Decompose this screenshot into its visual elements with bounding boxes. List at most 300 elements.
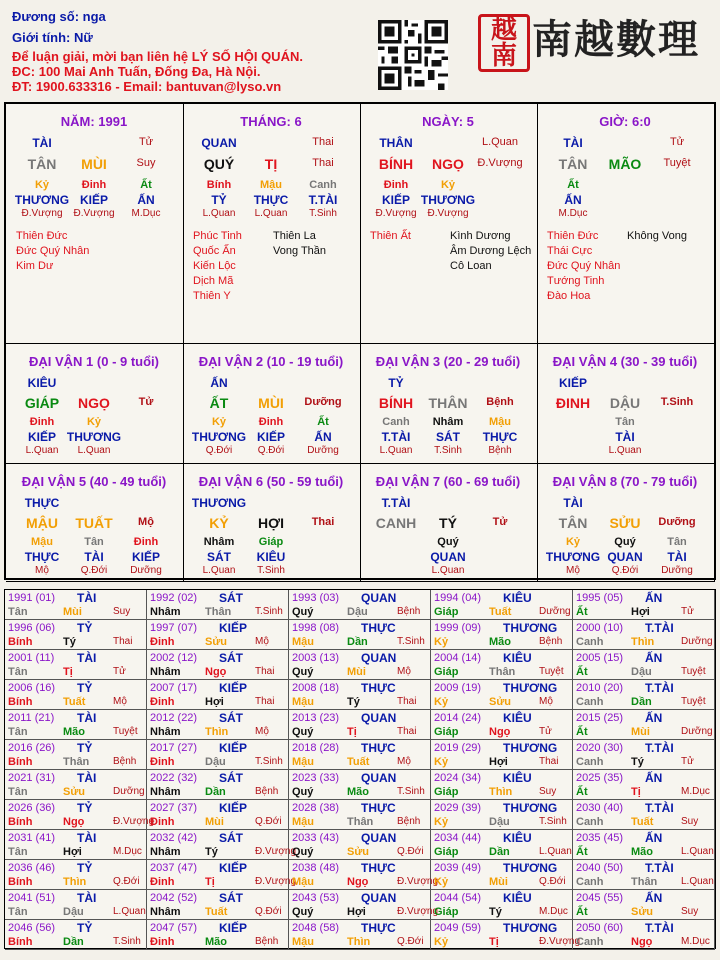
- subject-name: Đương số: nga: [12, 9, 106, 24]
- pillar-title: GIỜ: 6:0: [599, 114, 651, 129]
- year-god: ẤN: [645, 831, 663, 845]
- year-label: 2018 (28): [292, 742, 340, 754]
- year-cell: [5, 860, 147, 890]
- year-stem: Bính: [8, 696, 33, 708]
- year-phase: Suy: [113, 606, 131, 617]
- year-branch: Dậu: [489, 816, 510, 828]
- year-god: KIẾP: [219, 741, 248, 755]
- hidden-stem: Canh: [309, 179, 337, 191]
- hidden-stem: Quý: [614, 536, 636, 548]
- year-phase: L.Quan: [539, 846, 572, 857]
- year-stem: Quý: [292, 846, 314, 858]
- year-cell: [573, 710, 715, 740]
- year-phase: T.Sinh: [397, 786, 425, 797]
- year-label: 2038 (48): [292, 862, 340, 874]
- year-branch: Sửu: [347, 846, 370, 858]
- year-phase: Tuyệt: [681, 666, 706, 677]
- dai-van-title: ĐẠI VẬN 5 (40 - 49 tuổi): [21, 474, 167, 489]
- year-phase: T.Sinh: [113, 936, 141, 947]
- pillar-stem: TÂN: [558, 156, 588, 172]
- year-god: THƯƠNG: [503, 741, 558, 755]
- year-branch: Dần: [489, 846, 510, 858]
- pillar-stem-god: TÀI: [563, 136, 583, 150]
- year-branch: Sửu: [205, 636, 228, 648]
- year-branch: Tuất: [63, 696, 86, 708]
- year-branch: Sửu: [63, 786, 86, 798]
- hidden-stem: Tân: [667, 536, 687, 548]
- year-phase: Dưỡng: [539, 606, 571, 617]
- year-cell: [431, 830, 573, 860]
- year-branch: Dần: [631, 696, 652, 708]
- year-stem: Giáp: [434, 666, 459, 678]
- year-branch: Tuất: [205, 906, 228, 918]
- pillar-stem-phase: L.Quan: [481, 136, 519, 148]
- year-stem: Bính: [8, 636, 33, 648]
- dai-van-stem: GIÁP: [24, 395, 60, 411]
- year-cell: [573, 800, 715, 830]
- contact-address: ĐC: 100 Mai Anh Tuấn, Đống Đa, Hà Nội.: [12, 64, 261, 79]
- hidden-god: ẤN: [314, 430, 332, 444]
- year-god: THỰC: [361, 681, 396, 695]
- year-stem: Nhâm: [150, 906, 181, 918]
- star-good: Thiên Ất: [370, 230, 411, 242]
- year-god: KIÊU: [503, 891, 532, 905]
- year-god: THƯƠNG: [503, 621, 558, 635]
- year-god: KIÊU: [503, 651, 532, 665]
- year-phase: Thai: [113, 636, 133, 647]
- year-stem: Quý: [292, 786, 314, 798]
- year-phase: Q.Đới: [397, 936, 424, 947]
- pillar-stem-god: TÀI: [32, 136, 52, 150]
- star-good: Đức Quý Nhân: [547, 260, 621, 272]
- year-label: 2027 (37): [150, 802, 198, 814]
- year-cell: [431, 710, 573, 740]
- year-god: QUAN: [361, 771, 397, 785]
- star-good: Thiên Đức: [16, 230, 68, 242]
- year-stem: Canh: [576, 816, 604, 828]
- year-label: 2004 (14): [434, 652, 482, 664]
- pillar-stem-god: THÂN: [379, 136, 413, 150]
- year-branch: Thân: [205, 606, 232, 618]
- year-branch: Hợi: [631, 606, 650, 618]
- year-phase: Dưỡng: [681, 726, 713, 737]
- year-branch: Tý: [489, 906, 502, 918]
- year-label: 2002 (12): [150, 652, 198, 664]
- hidden-stem: Tân: [84, 536, 104, 548]
- year-god: ẤN: [645, 591, 663, 605]
- hidden-god: KIÊU: [256, 550, 286, 564]
- year-cell: [289, 770, 431, 800]
- year-phase: Bệnh: [397, 606, 421, 617]
- pillar-stem: BÍNH: [378, 156, 414, 172]
- dai-van-stem-god: KIẾP: [558, 376, 588, 390]
- star-bad: Âm Dương Lệch: [450, 245, 532, 257]
- year-stem: Ất: [576, 666, 588, 678]
- year-cell: [573, 830, 715, 860]
- dai-van-branch: SỬU: [609, 515, 641, 531]
- year-cell: [431, 620, 573, 650]
- year-branch: Dần: [63, 936, 84, 948]
- hidden-god: TÀI: [667, 550, 687, 564]
- year-stem: Ất: [576, 846, 588, 858]
- year-phase: Đ.Vượng: [539, 936, 581, 947]
- year-cell: [147, 710, 289, 740]
- year-label: 1993 (03): [292, 592, 340, 604]
- pillar-3: [537, 104, 715, 344]
- dai-van-stem: MẬU: [26, 515, 58, 531]
- year-branch: Tý: [205, 846, 218, 858]
- hidden-phase: M.Dục: [558, 208, 588, 219]
- pillar-stem-phase: Thai: [312, 136, 334, 148]
- hidden-phase: L.Quan: [77, 445, 111, 456]
- hidden-stem: Đinh: [81, 179, 107, 191]
- chart-grid: [4, 102, 716, 580]
- hidden-god: T.TÀI: [381, 430, 411, 444]
- year-stem: Tân: [8, 846, 28, 858]
- year-god: TÀI: [77, 831, 97, 845]
- year-phase: M.Dục: [539, 906, 568, 917]
- pillar-stem: QUÝ: [203, 156, 235, 172]
- dai-van-branch: MÙI: [258, 395, 284, 411]
- year-label: 1991 (01): [8, 592, 56, 604]
- year-stem: Kỷ: [434, 936, 449, 948]
- year-god: SÁT: [219, 891, 243, 905]
- hidden-god: THỰC: [24, 550, 60, 564]
- pillar-1: [183, 104, 361, 344]
- year-label: 2013 (23): [292, 712, 340, 724]
- year-stem: Ất: [576, 906, 588, 918]
- year-god: TÀI: [77, 771, 97, 785]
- year-branch: Dần: [347, 636, 368, 648]
- year-god: QUAN: [361, 651, 397, 665]
- hidden-stem: Đinh: [29, 416, 55, 428]
- hidden-stem: Giáp: [258, 536, 284, 548]
- hidden-phase: Đ.Vượng: [21, 208, 63, 219]
- year-label: 2044 (54): [434, 892, 482, 904]
- year-cell: [147, 890, 289, 920]
- year-label: 2040 (50): [576, 862, 624, 874]
- year-branch: Tý: [347, 696, 360, 708]
- year-stem: Mậu: [292, 636, 314, 648]
- year-label: 2043 (53): [292, 892, 340, 904]
- year-branch: Hợi: [489, 756, 508, 768]
- year-cell: [289, 650, 431, 680]
- dai-van-stem-god: ẤN: [210, 376, 228, 390]
- year-god: TỶ: [77, 861, 93, 875]
- year-god: THỰC: [361, 741, 396, 755]
- year-cell: [573, 590, 715, 620]
- hidden-stem: Kỷ: [211, 416, 227, 428]
- year-stem: Canh: [576, 636, 604, 648]
- year-branch: Dậu: [631, 666, 652, 678]
- year-phase: L.Quan: [681, 846, 714, 857]
- year-stem: Nhâm: [150, 606, 181, 618]
- year-cell: [431, 590, 573, 620]
- year-phase: Suy: [681, 816, 699, 827]
- year-god: ẤN: [645, 651, 663, 665]
- year-cell: [431, 920, 581, 950]
- year-cell: [431, 740, 573, 770]
- dai-van-title: ĐẠI VẬN 2 (10 - 19 tuổi): [198, 354, 344, 369]
- hidden-phase: L.Quan: [431, 565, 465, 576]
- year-god: T.TÀI: [645, 741, 674, 755]
- year-stem: Giáp: [434, 606, 459, 618]
- hidden-stem: Đinh: [383, 179, 409, 191]
- year-cell: [289, 800, 431, 830]
- year-stem: Quý: [292, 666, 314, 678]
- dai-van-phase: Thai: [311, 516, 335, 528]
- year-stem: Nhâm: [150, 786, 181, 798]
- year-phase: Bệnh: [539, 636, 563, 647]
- hidden-stem: Đinh: [258, 416, 284, 428]
- year-stem: Đinh: [150, 756, 175, 768]
- year-phase: L.Quan: [681, 876, 714, 887]
- year-stem: Canh: [576, 876, 604, 888]
- dai-van-8: [537, 464, 715, 582]
- dai-van-phase: Bệnh: [486, 396, 514, 408]
- dai-van-stem-god: T.TÀI: [381, 496, 411, 510]
- year-branch: Tuất: [489, 606, 512, 618]
- hidden-god: KIẾP: [131, 550, 161, 564]
- year-stem: Ất: [576, 786, 588, 798]
- year-stem: Nhâm: [150, 846, 181, 858]
- hidden-stem: Ất: [140, 179, 152, 191]
- year-phase: Bệnh: [255, 786, 279, 797]
- qr-code-icon[interactable]: [378, 20, 448, 90]
- dai-van-title: ĐẠI VẬN 8 (70 - 79 tuổi): [552, 474, 698, 489]
- year-branch: Tý: [63, 636, 76, 648]
- year-label: 2000 (10): [576, 622, 624, 634]
- year-cell: [289, 590, 431, 620]
- year-label: 2028 (38): [292, 802, 340, 814]
- year-cell: [573, 920, 715, 950]
- year-label: 2024 (34): [434, 772, 482, 784]
- year-god: KIẾP: [219, 801, 248, 815]
- year-label: 2025 (35): [576, 772, 624, 784]
- year-phase: M.Dục: [681, 936, 710, 947]
- year-god: THỰC: [361, 861, 396, 875]
- year-branch: Thân: [631, 876, 658, 888]
- year-branch: Mùi: [205, 816, 224, 828]
- year-label: 2032 (42): [150, 832, 198, 844]
- year-god: ẤN: [645, 771, 663, 785]
- pillar-title: THÁNG: 6: [240, 114, 302, 129]
- year-god: SÁT: [219, 711, 243, 725]
- year-stem: Mậu: [292, 936, 314, 948]
- year-cell: [147, 680, 289, 710]
- year-stem: Đinh: [150, 636, 175, 648]
- hidden-phase: Q.Đới: [611, 565, 639, 576]
- year-stem: Đinh: [150, 696, 175, 708]
- year-stem: Mậu: [292, 876, 314, 888]
- dai-van-stem-god: THỰC: [24, 496, 60, 510]
- hidden-stem: Canh: [382, 416, 410, 428]
- year-label: 1996 (06): [8, 622, 56, 634]
- year-label: 2019 (29): [434, 742, 482, 754]
- year-label: 1994 (04): [434, 592, 482, 604]
- pillar-title: NĂM: 1991: [60, 114, 128, 129]
- header: [0, 0, 720, 100]
- hidden-phase: Dưỡng: [130, 565, 162, 576]
- hidden-god: KIẾP: [381, 193, 411, 207]
- year-stem: Mậu: [292, 756, 314, 768]
- hidden-stem: Ất: [567, 179, 579, 191]
- year-cell: [147, 620, 289, 650]
- pillar-2: [360, 104, 538, 344]
- year-phase: L.Quan: [113, 906, 146, 917]
- year-label: 2017 (27): [150, 742, 198, 754]
- year-label: 2010 (20): [576, 682, 624, 694]
- year-label: 2047 (57): [150, 922, 198, 934]
- pillar-title: NGÀY: 5: [422, 114, 474, 129]
- year-cell: [289, 740, 431, 770]
- year-label: 2029 (39): [434, 802, 482, 814]
- brand-logo-text: 南越數理: [532, 16, 700, 63]
- year-label: 2046 (56): [8, 922, 56, 934]
- hidden-phase: L.Quan: [254, 208, 288, 219]
- year-label: 2041 (51): [8, 892, 56, 904]
- year-label: 2003 (13): [292, 652, 340, 664]
- year-cell: [5, 890, 147, 920]
- year-branch: Ngọ: [63, 816, 85, 828]
- star-good: Quốc Ấn: [193, 245, 236, 257]
- year-cell: [147, 740, 289, 770]
- dai-van-title: ĐẠI VẬN 1 (0 - 9 tuổi): [28, 354, 160, 369]
- year-phase: Suy: [681, 906, 699, 917]
- hidden-god: TỶ: [211, 193, 227, 207]
- year-god: T.TÀI: [645, 801, 674, 815]
- year-god: THỰC: [361, 801, 396, 815]
- hidden-phase: T.Sinh: [309, 208, 337, 219]
- dai-van-stem: ẤT: [209, 395, 229, 411]
- year-phase: Mộ: [397, 666, 411, 677]
- dai-van-branch: TÝ: [439, 515, 457, 531]
- year-cell: [431, 680, 573, 710]
- year-phase: Mộ: [539, 696, 553, 707]
- year-label: 2021 (31): [8, 772, 56, 784]
- year-phase: Q.Đới: [113, 876, 140, 887]
- star-good: Dịch Mã: [193, 275, 234, 287]
- hidden-god: QUAN: [607, 550, 643, 564]
- year-god: THƯƠNG: [503, 801, 558, 815]
- star-good: Đào Hoa: [547, 290, 591, 302]
- pillar-0: [6, 104, 184, 344]
- star-good: Thái Cực: [547, 245, 593, 257]
- year-god: THỰC: [361, 921, 396, 935]
- year-label: 2034 (44): [434, 832, 482, 844]
- year-label: 2036 (46): [8, 862, 56, 874]
- year-branch: Tị: [489, 936, 499, 948]
- year-phase: T.Sinh: [255, 606, 283, 617]
- year-stem: Kỷ: [434, 696, 449, 708]
- year-label: 1997 (07): [150, 622, 198, 634]
- year-phase: Dưỡng: [113, 786, 145, 797]
- year-god: T.TÀI: [645, 921, 674, 935]
- hidden-god: THƯƠNG: [420, 193, 476, 207]
- year-god: SÁT: [219, 591, 243, 605]
- year-cell: [5, 770, 147, 800]
- year-phase: Thai: [397, 726, 417, 737]
- year-god: TÀI: [77, 651, 97, 665]
- year-label: 2007 (17): [150, 682, 198, 694]
- year-god: SÁT: [219, 651, 243, 665]
- year-cell: [573, 650, 715, 680]
- year-branch: Thìn: [63, 876, 87, 888]
- year-god: ẤN: [645, 711, 663, 725]
- year-cell: [5, 680, 147, 710]
- dai-van-phase: Tử: [492, 516, 508, 528]
- year-god: TÀI: [77, 711, 97, 725]
- year-god: T.TÀI: [645, 861, 674, 875]
- year-stem: Nhâm: [150, 726, 181, 738]
- year-stem: Kỷ: [434, 756, 449, 768]
- year-branch: Ngọ: [205, 666, 227, 678]
- year-label: 2015 (25): [576, 712, 624, 724]
- year-god: QUAN: [361, 831, 397, 845]
- year-branch: Sửu: [631, 906, 654, 918]
- year-god: SÁT: [219, 771, 243, 785]
- year-god: TÀI: [77, 591, 97, 605]
- year-god: TỶ: [77, 801, 93, 815]
- hidden-god: THỰC: [253, 193, 289, 207]
- hidden-phase: Dưỡng: [307, 445, 339, 456]
- dai-van-stem-god: KIÊU: [27, 376, 57, 390]
- dai-van-7: [360, 464, 538, 582]
- dai-van-stem: KỶ: [209, 515, 229, 531]
- year-stem: Mậu: [292, 696, 314, 708]
- year-stem: Giáp: [434, 846, 459, 858]
- hidden-god: THƯƠNG: [66, 430, 122, 444]
- year-god: KIẾP: [219, 681, 248, 695]
- year-label: 2026 (36): [8, 802, 56, 814]
- year-phase: Thai: [539, 756, 559, 767]
- year-stem: Tân: [8, 666, 28, 678]
- year-cell: [289, 830, 431, 860]
- pillar-branch: MÙI: [81, 156, 107, 172]
- year-stem: Tân: [8, 726, 28, 738]
- hidden-god: T.TÀI: [308, 193, 338, 207]
- star-bad: Vong Thần: [273, 245, 327, 257]
- year-label: 2042 (52): [150, 892, 198, 904]
- hidden-god: QUAN: [430, 550, 466, 564]
- year-god: KIÊU: [503, 831, 532, 845]
- year-cell: [289, 860, 439, 890]
- year-phase: Mộ: [255, 636, 269, 647]
- year-branch: Dậu: [347, 606, 368, 618]
- hidden-phase: L.Quan: [202, 208, 236, 219]
- year-branch: Thìn: [489, 786, 513, 798]
- star-good: Kim Dư: [16, 260, 54, 272]
- year-branch: Dậu: [205, 756, 226, 768]
- year-god: KIẾP: [219, 921, 248, 935]
- hidden-god: SÁT: [207, 550, 231, 564]
- dai-van-5: [6, 464, 184, 582]
- pillar-stem-phase: Tử: [138, 136, 154, 148]
- year-label: 2031 (41): [8, 832, 56, 844]
- dai-van-2: [183, 344, 361, 464]
- hidden-god: THỰC: [482, 430, 518, 444]
- year-label: 2035 (45): [576, 832, 624, 844]
- year-phase: Đ.Vượng: [255, 846, 297, 857]
- year-label: 2022 (32): [150, 772, 198, 784]
- year-label: 2014 (24): [434, 712, 482, 724]
- year-cell: [5, 830, 147, 860]
- hidden-stem: Mậu: [260, 179, 282, 191]
- hidden-stem: Kỷ: [440, 179, 456, 191]
- year-phase: T.Sinh: [397, 636, 425, 647]
- year-cell: [573, 890, 715, 920]
- dai-van-phase: Dưỡng: [658, 516, 696, 528]
